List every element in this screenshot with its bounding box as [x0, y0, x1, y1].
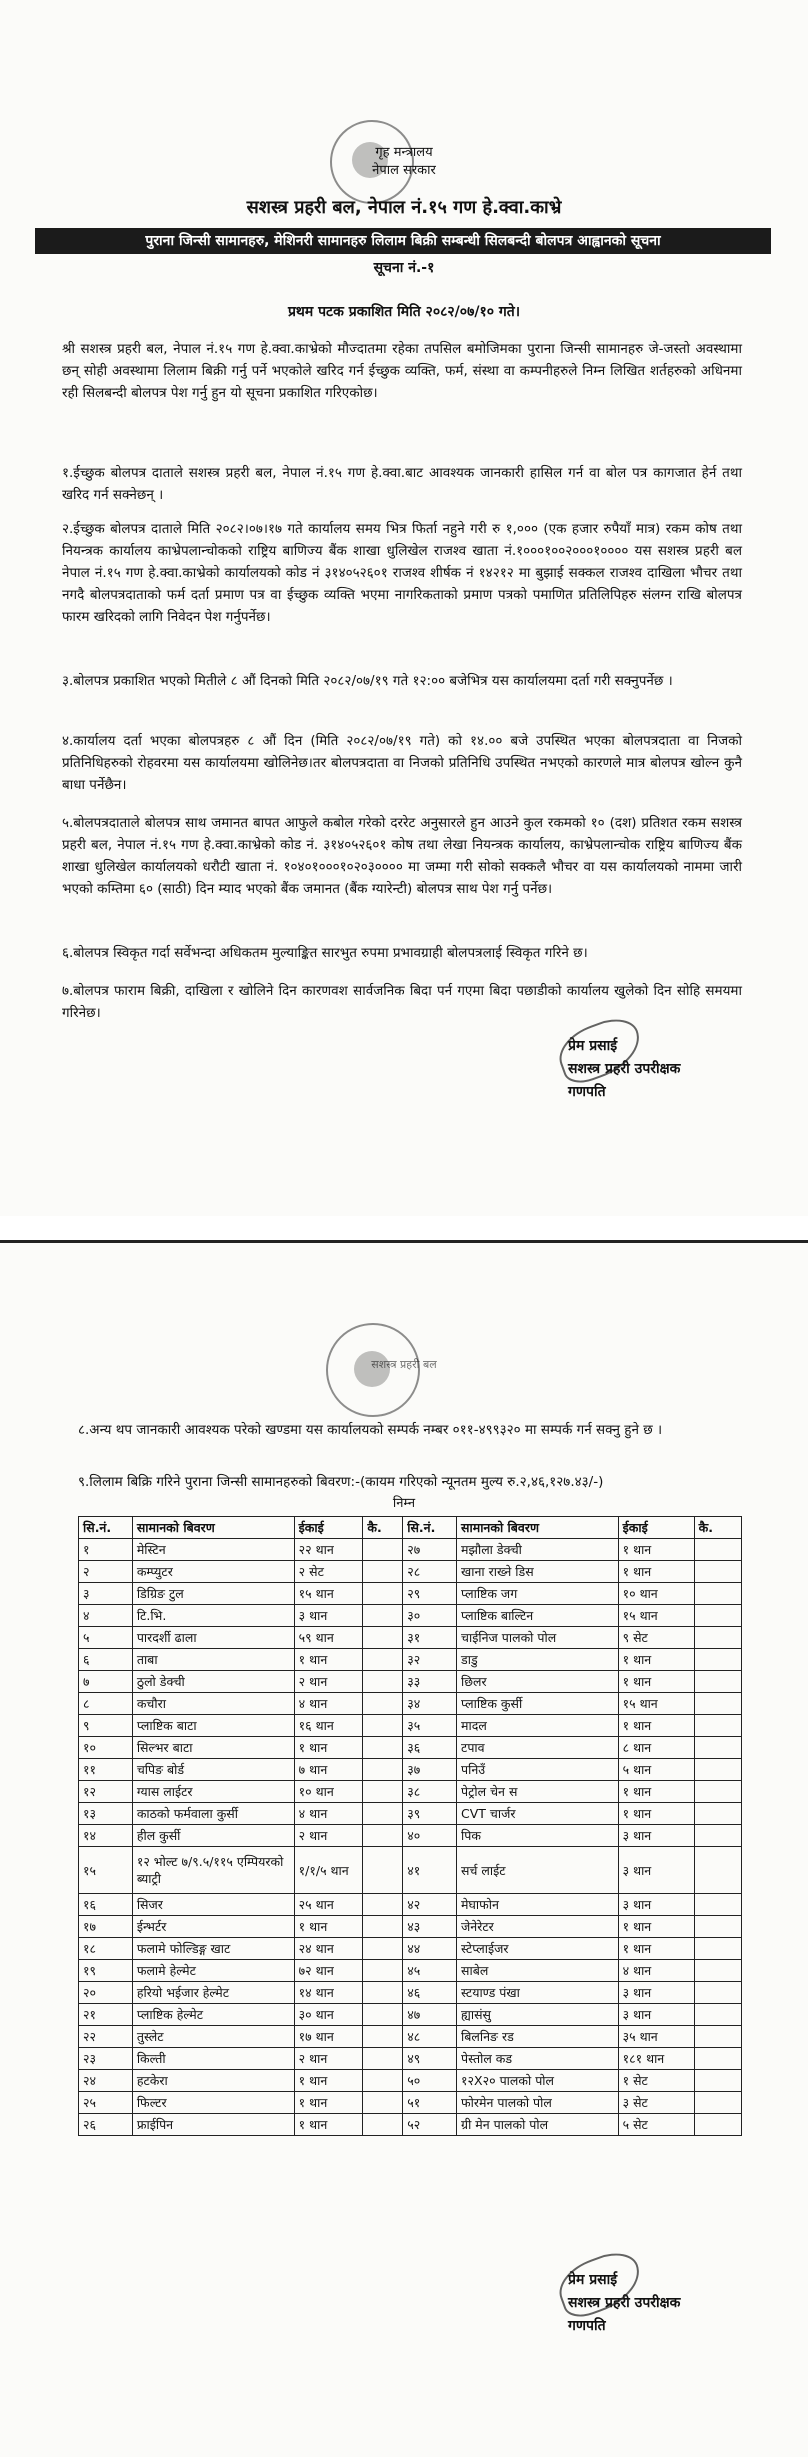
cell-unit: ४ थान	[294, 1693, 363, 1715]
table-row	[79, 1715, 742, 1737]
cell-unit: ३ थान	[618, 1847, 694, 1894]
cell-sn: १	[79, 1539, 133, 1561]
page-gap	[0, 1216, 808, 1240]
cell-sn: २०	[79, 1982, 133, 2004]
table-row	[79, 1737, 742, 1759]
cell-remark	[363, 1605, 403, 1627]
cell-unit: ३ थान	[618, 1825, 694, 1847]
cell-description: बिलनिङ रड	[457, 2026, 619, 2048]
cell-remark	[363, 2004, 403, 2026]
cell-remark	[363, 1627, 403, 1649]
cell-description: प्लाष्टिक हेल्मेट	[132, 2004, 294, 2026]
cell-remark	[363, 1671, 403, 1693]
cell-sn: ३३	[403, 1671, 457, 1693]
cell-description: ग्री मेन पालको पोल	[457, 2114, 619, 2136]
cell-description: खाना राख्ने डिस	[457, 1561, 619, 1583]
cell-unit: १ थान	[618, 1715, 694, 1737]
cell-unit: ३ थान	[618, 2004, 694, 2026]
cell-sn: ५१	[403, 2092, 457, 2114]
table-row	[79, 2004, 742, 2026]
cell-sn: ३८	[403, 1781, 457, 1803]
cell-description: प्लाष्टिक बाल्टिन	[457, 1605, 619, 1627]
publish-date: प्रथम पटक प्रकाशित मिति २०८२/०७/१० गते।	[287, 304, 521, 320]
cell-unit: १ थान	[618, 1916, 694, 1938]
cell-unit: १ थान	[618, 1539, 694, 1561]
header-sn-2: सि.नं.	[403, 1517, 457, 1539]
cell-description: हील कुर्सी	[132, 1825, 294, 1847]
cell-sn: ५०	[403, 2070, 457, 2092]
cell-sn: २७	[403, 1539, 457, 1561]
cell-description: १२X२० पालको पोल	[457, 2070, 619, 2092]
cell-remark	[363, 1737, 403, 1759]
cell-description: कचौरा	[132, 1693, 294, 1715]
cell-sn: १२	[79, 1781, 133, 1803]
table-row	[79, 1938, 742, 1960]
cell-remark	[694, 1916, 741, 1938]
table-row	[79, 2092, 742, 2114]
cell-unit: १५ थान	[618, 1605, 694, 1627]
cell-unit: ३ थान	[618, 1894, 694, 1916]
cell-unit: १७ थान	[294, 2026, 363, 2048]
cell-remark	[694, 2004, 741, 2026]
cell-description: सर्च लाईट	[457, 1847, 619, 1894]
cell-description: डाडु	[457, 1649, 619, 1671]
cell-description: साबेल	[457, 1960, 619, 1982]
cell-description: पारदर्शी ढाला	[132, 1627, 294, 1649]
cell-remark	[363, 1938, 403, 1960]
cell-remark	[363, 1847, 403, 1894]
cell-description: छिलर	[457, 1671, 619, 1693]
cell-unit: २ सेट	[294, 1561, 363, 1583]
cell-unit: ४ थान	[294, 1803, 363, 1825]
header-remark-1: कै.	[363, 1517, 403, 1539]
cell-remark	[694, 1715, 741, 1737]
cell-unit: १ थान	[618, 1938, 694, 1960]
table-row	[79, 1894, 742, 1916]
ministry-heading: गृह मन्त्रालय	[375, 145, 433, 160]
table-body	[79, 1539, 742, 2136]
cell-unit: ३० थान	[294, 2004, 363, 2026]
cell-remark	[694, 1781, 741, 1803]
cell-description: ह्यासंसु	[457, 2004, 619, 2026]
cell-description: काठको फर्मवाला कुर्सी	[132, 1803, 294, 1825]
cell-unit: १/१/५ थान	[294, 1847, 363, 1894]
items-table	[78, 1516, 742, 2136]
table-row	[79, 2026, 742, 2048]
cell-description: मेस्टिन	[132, 1539, 294, 1561]
cell-remark	[363, 1715, 403, 1737]
cell-unit: ३ थान	[294, 1605, 363, 1627]
cell-description: पिक	[457, 1825, 619, 1847]
cell-description: स्टयाण्ड पंखा	[457, 1982, 619, 2004]
table-row	[79, 2114, 742, 2136]
signature-block	[568, 1036, 680, 1101]
cell-sn: ८	[79, 1693, 133, 1715]
signer-title-2: सशस्त्र प्रहरी उपरीक्षक	[568, 2295, 681, 2311]
cell-description: फलामे फोल्डिङ्ग खाट	[132, 1938, 294, 1960]
notice-number: सूचना नं.-१	[373, 260, 435, 276]
cell-sn: ३	[79, 1583, 133, 1605]
cell-unit: १४ थान	[294, 1982, 363, 2004]
cell-sn: ५	[79, 1627, 133, 1649]
header-unit-2: ईकाई	[618, 1517, 694, 1539]
cell-remark	[363, 2048, 403, 2070]
page-title: सशस्त्र प्रहरी बल, नेपाल नं.१५ गण हे.क्वा.काभ्रे	[246, 197, 562, 218]
table-row	[79, 2070, 742, 2092]
cell-sn: ४३	[403, 1916, 457, 1938]
cell-description: जेनेरेटर	[457, 1916, 619, 1938]
cell-unit: ५९ थान	[294, 1627, 363, 1649]
cell-remark	[363, 1960, 403, 1982]
cell-remark	[363, 2114, 403, 2136]
cell-remark	[363, 1916, 403, 1938]
table-row	[79, 1803, 742, 1825]
signature-block-2	[568, 2270, 680, 2335]
table-row	[79, 1916, 742, 1938]
cell-unit: ७ थान	[294, 1759, 363, 1781]
cell-unit: १६ थान	[294, 1715, 363, 1737]
cell-description: प्लाष्टिक जग	[457, 1583, 619, 1605]
table-row	[79, 1583, 742, 1605]
notice-page-1	[0, 0, 808, 1216]
header-desc-1: सामानको बिवरण	[132, 1517, 294, 1539]
cell-remark	[694, 1825, 741, 1847]
cell-unit: १ थान	[294, 2092, 363, 2114]
cell-sn: २६	[79, 2114, 133, 2136]
cell-unit: ९ सेट	[618, 1627, 694, 1649]
cell-description: CVT चार्जर	[457, 1803, 619, 1825]
cell-sn: ४९	[403, 2048, 457, 2070]
signer-name-2: प्रेम प्रसाई	[568, 2272, 618, 2288]
cell-remark	[694, 1561, 741, 1583]
cell-remark	[694, 1605, 741, 1627]
cell-remark	[363, 1693, 403, 1715]
cell-description: हरियो भईजार हेल्मेट	[132, 1982, 294, 2004]
cell-unit: १ थान	[294, 1916, 363, 1938]
cell-description: डिग्रिङ टुल	[132, 1583, 294, 1605]
cell-unit: २ थान	[294, 1825, 363, 1847]
cell-sn: ११	[79, 1759, 133, 1781]
condition-3: ३.बोलपत्र प्रकाशित भएको मितीले ८ औं दिनको मिति २०८२/०७/१९ गते १२:०० बजेभित्र यस कार्यालयमा दर्ता गरी सक्नुपर्नेछ ।	[62, 673, 673, 689]
cell-description: १२ भोल्ट ७/९.५/११५ एम्पियरको ब्याट्री	[132, 1847, 294, 1894]
cell-description: किल्ती	[132, 2048, 294, 2070]
cell-description: ठुलो डेक्ची	[132, 1671, 294, 1693]
cell-sn: ४४	[403, 1938, 457, 1960]
signer-role: गणपति	[568, 1084, 606, 1100]
condition-8: ८.अन्य थप जानकारी आवश्यक परेको खण्डमा यस कार्यालयको सम्पर्क नम्बर ०११-४९९३२० मा सम्पर्क गर्न सक्नु हुने छ ।	[78, 1422, 663, 1438]
cell-remark	[694, 1671, 741, 1693]
cell-description: मझौला डेक्ची	[457, 1539, 619, 1561]
cell-sn: ४	[79, 1605, 133, 1627]
cell-sn: ३७	[403, 1759, 457, 1781]
cell-description: प्लाष्टिक कुर्सी	[457, 1693, 619, 1715]
table-row	[79, 1605, 742, 1627]
header-unit-1: ईकाई	[294, 1517, 363, 1539]
cell-sn: २२	[79, 2026, 133, 2048]
cell-sn: ९	[79, 1715, 133, 1737]
cell-description: कम्प्युटर	[132, 1561, 294, 1583]
cell-remark	[694, 1583, 741, 1605]
cell-sn: ३१	[403, 1627, 457, 1649]
cell-remark	[694, 1759, 741, 1781]
notice-banner: पुराना जिन्सी सामानहरु, मेशिनरी सामानहरु लिलाम बिक्री सम्बन्धी सिलबन्दी बोलपत्र आह्वानको सूचना	[35, 228, 771, 254]
cell-unit: ८ थान	[618, 1737, 694, 1759]
cell-unit: १ थान	[294, 1737, 363, 1759]
cell-unit: १ सेट	[618, 2070, 694, 2092]
cell-sn: १८	[79, 1938, 133, 1960]
office-heading: नेपाल सरकार	[372, 163, 436, 178]
cell-unit: १० थान	[618, 1583, 694, 1605]
stamp-text: सशस्त्र प्रहरी बल	[371, 1358, 437, 1371]
cell-remark	[694, 1737, 741, 1759]
cell-unit: ३ सेट	[618, 2092, 694, 2114]
cell-sn: ३५	[403, 1715, 457, 1737]
condition-1: १.ईच्छुक बोलपत्र दाताले सशस्त्र प्रहरी बल, नेपाल नं.१५ गण हे.क्वा.बाट आवश्यक जानकारी हासिल गर्न वा बोल पत्र कागजात हेर्न तथा खरिद गर्न सक्नेछन् ।	[62, 465, 742, 503]
cell-remark	[363, 1759, 403, 1781]
cell-unit: ४ थान	[618, 1960, 694, 1982]
cell-description: फोरमेन पालको पोल	[457, 2092, 619, 2114]
cell-remark	[363, 2070, 403, 2092]
cell-sn: १३	[79, 1803, 133, 1825]
cell-remark	[694, 1649, 741, 1671]
cell-description: टि.भि.	[132, 1605, 294, 1627]
cell-sn: २३	[79, 2048, 133, 2070]
condition-4: ४.कार्यालय दर्ता भएका बोलपत्रहरु ८ औं दिन (मिति २०८२/०७/१९ गते) को १४.०० बजे उपस्थित भएका बोलपत्रदाता वा निजको प्रतिनिधिहरुको रोहवरमा यस कार्यालयमा खोलिनेछ।तर बोलपत्रदाता वा निजको प्रतिनिधि उपस्थित नभएको कारणले मात्र बोलपत्र खोल्न कुनै बाधा पर्नेछैन।	[62, 733, 742, 793]
cell-sn: २४	[79, 2070, 133, 2092]
cell-description: स्टेप्लाईजर	[457, 1938, 619, 1960]
table-row	[79, 1781, 742, 1803]
cell-unit: २५ थान	[294, 1894, 363, 1916]
condition-7: ७.बोलपत्र फाराम बिक्री, दाखिला र खोलिने दिन कारणवश सार्वजनिक बिदा पर्न गएमा बिदा पछाडीको कार्यालय खुलेको दिन सोहि समयमा गरिनेछ।	[62, 983, 742, 1021]
cell-remark	[694, 2048, 741, 2070]
cell-unit: २२ थान	[294, 1539, 363, 1561]
cell-remark	[694, 1894, 741, 1916]
cell-remark	[694, 1982, 741, 2004]
table-row	[79, 1693, 742, 1715]
cell-sn: १९	[79, 1960, 133, 1982]
cell-description: फिल्टर	[132, 2092, 294, 2114]
cell-sn: १०	[79, 1737, 133, 1759]
cell-unit: १० थान	[294, 1781, 363, 1803]
cell-unit: २ थान	[294, 2048, 363, 2070]
table-row	[79, 1671, 742, 1693]
table-caption: निम्न	[392, 1496, 416, 1511]
cell-remark	[363, 1982, 403, 2004]
header-desc-2: सामानको बिवरण	[457, 1517, 619, 1539]
condition-6: ६.बोलपत्र स्विकृत गर्दा सर्वेभन्दा अधिकतम मुल्याङ्कित सारभुत रुपमा प्रभावग्राही बोलपत्रलाई स्विकृत गरिने छ।	[62, 945, 588, 961]
condition-5: ५.बोलपत्रदाताले बोलपत्र साथ जमानत बापत आफुले कबोल गरेको दररेट अनुसारले हुन आउने कुल रकमको १० (दश) प्रतिशत रकम सशस्त्र प्रहरी बल, नेपाल नं.१५ गण हे.क्वा.काभ्रेको कोड नं. ३१४०५२६०१ कोष तथा लेखा नियन्त्रक कार्यालय, काभ्रेपलान्चोक राष्ट्रिय बाणिज्य बैंक शाखा धुलिखेल कार्यालयको धरौटी खाता नं. १०४०१०००१०२०३०००० मा जम्मा गरी सोको सक्कलै भौचर वा यस कार्यालयको नाममा जारी भएको कम्तिमा ६० (साठी) दिन म्याद भएको बैंक जमानत (बैंक ग्यारेन्टी) बोलपत्र साथ पेश गर्नु पर्नेछ।	[62, 815, 742, 897]
cell-unit: ३५ थान	[618, 2026, 694, 2048]
signer-name: प्रेम प्रसाई	[568, 1038, 618, 1054]
cell-sn: ५२	[403, 2114, 457, 2136]
table-row	[79, 1561, 742, 1583]
table-row	[79, 1539, 742, 1561]
table-row	[79, 1982, 742, 2004]
cell-remark	[694, 2070, 741, 2092]
table-row	[79, 1825, 742, 1847]
cell-unit: २ थान	[294, 1671, 363, 1693]
cell-description: ईन्भर्टर	[132, 1916, 294, 1938]
cell-description: प्लाष्टिक बाटा	[132, 1715, 294, 1737]
cell-unit: १ थान	[294, 2070, 363, 2092]
cell-remark	[363, 1583, 403, 1605]
cell-sn: ४८	[403, 2026, 457, 2048]
cell-sn: १५	[79, 1847, 133, 1894]
cell-description: फलामे हेल्मेट	[132, 1960, 294, 1982]
cell-unit: १५ थान	[294, 1583, 363, 1605]
table-row	[79, 1847, 742, 1894]
cell-description: चपिङ बोर्ड	[132, 1759, 294, 1781]
cell-unit: ५ थान	[618, 1759, 694, 1781]
cell-unit: १ थान	[618, 1561, 694, 1583]
cell-unit: १ थान	[618, 1803, 694, 1825]
cell-remark	[694, 2092, 741, 2114]
cell-description: ताबा	[132, 1649, 294, 1671]
cell-description: ग्यास लाईटर	[132, 1781, 294, 1803]
cell-unit: १८१ थान	[618, 2048, 694, 2070]
cell-sn: २१	[79, 2004, 133, 2026]
cell-unit: १ थान	[294, 1649, 363, 1671]
condition-2: २.ईच्छुक बोलपत्र दाताले मिति २०८२।०७।१७ गते कार्यालय समय भित्र फिर्ता नहुने गरी रु १,००० (एक हजार रुपैयाँ मात्र) रकम कोष तथा नियन्त्रक कार्यालय काभ्रेपलान्चोकको राष्ट्रिय बाणिज्य बैंक शाखा धुलिखेल राजश्व खाता नं.१०००१००२०००१०००० यस सशस्त्र प्रहरी बल नेपाल नं.१५ गण हे.क्वा.काभ्रेको कार्यालयको कोड नं ३१४०५२६०१ राजश्व शीर्षक नं १४२१२ मा बुझाई सक्कल राजश्व दाखिला भौचर तथा नगदै बोलपत्रदाताको फर्म दर्ता प्रमाण पत्र वा ईच्छुक व्यक्ति भएमा नागरिकताको प्रमाण पत्रको पमाणित प्रतिलिपिहरु संलग्न राखि बोलपत्र फारम खरिदको लागि निवेदन पेश गर्नुपर्नेछ।	[62, 521, 742, 625]
cell-sn: १६	[79, 1894, 133, 1916]
cell-remark	[694, 1803, 741, 1825]
cell-unit: १ थान	[294, 2114, 363, 2136]
cell-remark	[363, 2092, 403, 2114]
cell-sn: ३४	[403, 1693, 457, 1715]
cell-sn: ४१	[403, 1847, 457, 1894]
cell-sn: ३६	[403, 1737, 457, 1759]
header-sn-1: सि.नं.	[79, 1517, 133, 1539]
cell-unit: १ थान	[618, 1671, 694, 1693]
cell-sn: ४२	[403, 1894, 457, 1916]
cell-remark	[363, 1649, 403, 1671]
cell-remark	[694, 1539, 741, 1561]
cell-sn: २	[79, 1561, 133, 1583]
cell-remark	[363, 1803, 403, 1825]
cell-unit: ५ सेट	[618, 2114, 694, 2136]
table-header-row	[79, 1517, 742, 1539]
table-row	[79, 1960, 742, 1982]
table-row	[79, 1759, 742, 1781]
cell-description: पेस्तोल कड	[457, 2048, 619, 2070]
cell-description: हटकेरा	[132, 2070, 294, 2092]
cell-description: सिल्भर बाटा	[132, 1737, 294, 1759]
cell-remark	[694, 2026, 741, 2048]
cell-remark	[363, 2026, 403, 2048]
cell-remark	[363, 1781, 403, 1803]
table-row	[79, 2048, 742, 2070]
cell-unit: ७२ थान	[294, 1960, 363, 1982]
cell-unit: १ थान	[618, 1649, 694, 1671]
cell-remark	[694, 1938, 741, 1960]
cell-remark	[694, 1847, 741, 1894]
signer-role-2: गणपति	[568, 2318, 606, 2334]
cell-unit: १५ थान	[618, 1693, 694, 1715]
cell-sn: ४५	[403, 1960, 457, 1982]
cell-sn: ४६	[403, 1982, 457, 2004]
cell-sn: २८	[403, 1561, 457, 1583]
cell-unit: १ थान	[618, 1781, 694, 1803]
cell-remark	[363, 1561, 403, 1583]
cell-sn: २५	[79, 2092, 133, 2114]
cell-unit: २४ थान	[294, 1938, 363, 1960]
intro-paragraph: श्री सशस्त्र प्रहरी बल, नेपाल नं.१५ गण हे.क्वा.काभ्रेको मौज्दातमा रहेका तपसिल बमोजिमका पुराना जिन्सी सामानहरु जे-जस्तो अवस्थामा छन् सोही अवस्थामा लिलाम बिक्री गर्नु पर्ने भएकोले खरिद गर्न ईच्छुक व्यक्ति, फर्म, संस्था वा कम्पनीहरुले निम्न लिखित शर्तहरुको अधिनमा रही सिलबन्दी बोलपत्र पेश गर्नु हुन यो सूचना प्रकाशित गरिएकोछ।	[62, 341, 742, 401]
cell-description: पनिउँ	[457, 1759, 619, 1781]
table-row	[79, 1627, 742, 1649]
signer-title: सशस्त्र प्रहरी उपरीक्षक	[568, 1061, 681, 1077]
cell-description: सिजर	[132, 1894, 294, 1916]
cell-sn: ४७	[403, 2004, 457, 2026]
cell-unit: ३ थान	[618, 1982, 694, 2004]
cell-sn: ७	[79, 1671, 133, 1693]
cell-description: टपाव	[457, 1737, 619, 1759]
cell-description: चाईनिज पालको पोल	[457, 1627, 619, 1649]
cell-remark	[363, 1539, 403, 1561]
cell-description: फ्राईपिन	[132, 2114, 294, 2136]
cell-sn: ४०	[403, 1825, 457, 1847]
cell-sn: ३२	[403, 1649, 457, 1671]
cell-remark	[694, 1693, 741, 1715]
table-row	[79, 1649, 742, 1671]
cell-remark	[363, 1825, 403, 1847]
header-remark-2: कै.	[694, 1517, 741, 1539]
cell-description: मादल	[457, 1715, 619, 1737]
cell-description: तुस्लेट	[132, 2026, 294, 2048]
cell-description: पेट्रोल चेन स	[457, 1781, 619, 1803]
condition-9: ९.लिलाम बिक्रि गरिने पुराना जिन्सी सामानहरुको बिवरण:-(कायम गरिएको न्यूनतम मुल्य रु.२,४६,१२७.४३/-)	[78, 1474, 604, 1490]
cell-description: मेघाफोन	[457, 1894, 619, 1916]
cell-sn: १७	[79, 1916, 133, 1938]
cell-remark	[363, 1894, 403, 1916]
cell-remark	[694, 2114, 741, 2136]
cell-remark	[694, 1627, 741, 1649]
cell-sn: ६	[79, 1649, 133, 1671]
cell-sn: २९	[403, 1583, 457, 1605]
cell-sn: ३०	[403, 1605, 457, 1627]
cell-sn: १४	[79, 1825, 133, 1847]
cell-sn: ३९	[403, 1803, 457, 1825]
cell-remark	[694, 1960, 741, 1982]
